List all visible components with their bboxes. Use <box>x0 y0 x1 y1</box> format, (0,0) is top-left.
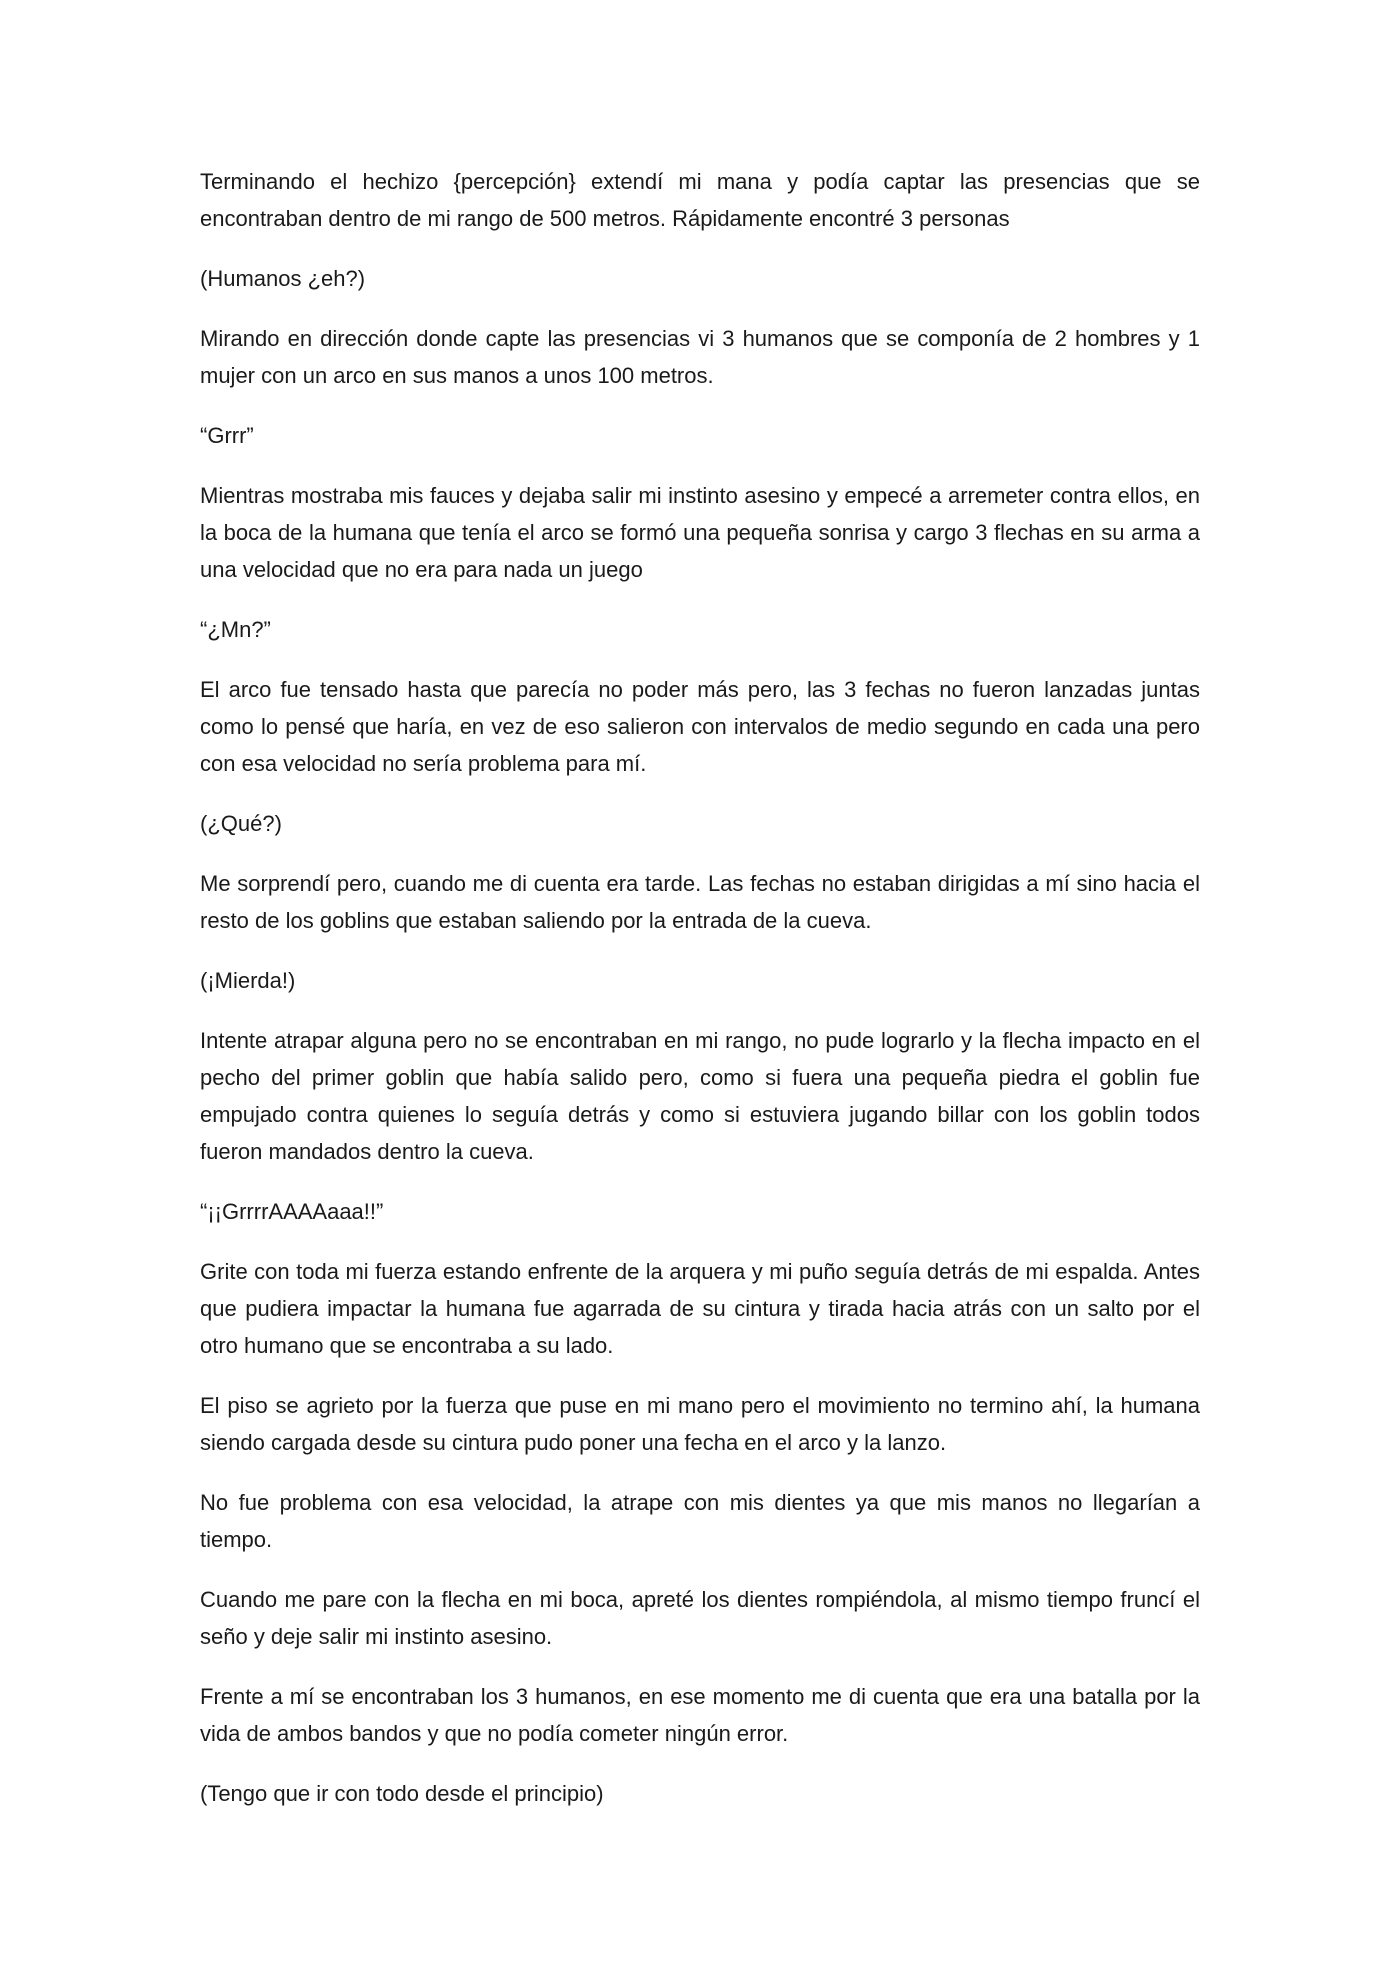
paragraph: El piso se agrieto por la fuerza que puse en mi mano pero el movimiento no termino ahí, la humana siendo cargada desde su cintura pudo poner una fecha en el arco y la lanzo. <box>200 1393 1200 1455</box>
paragraph: (¿Qué?) <box>200 811 282 836</box>
paragraph: “¿Mn?” <box>200 617 271 642</box>
paragraph: El arco fue tensado hasta que parecía no poder más pero, las 3 fechas no fueron lanzadas juntas como lo pensé que haría, en vez de eso salieron con intervalos de medio segundo en cada una pero con esa velocidad no sería problema para mí. <box>200 677 1200 776</box>
paragraph: Grite con toda mi fuerza estando enfrente de la arquera y mi puño seguía detrás de mi espalda. Antes que pudiera impactar la humana fue agarrada de su cintura y tirada hacia atrás con un salto por el otro humano que se encontraba a su lado. <box>200 1259 1200 1358</box>
paragraph: No fue problema con esa velocidad, la atrape con mis dientes ya que mis manos no llegarían a tiempo. <box>200 1490 1200 1552</box>
paragraph: “Grrr” <box>200 423 254 448</box>
paragraph: Frente a mí se encontraban los 3 humanos, en ese momento me di cuenta que era una batalla por la vida de ambos bandos y que no podía cometer ningún error. <box>200 1684 1200 1746</box>
paragraph: (Humanos ¿eh?) <box>200 266 366 291</box>
paragraph: Me sorprendí pero, cuando me di cuenta era tarde. Las fechas no estaban dirigidas a mí sino hacia el resto de los goblins que estaban saliendo por la entrada de la cueva. <box>200 871 1200 933</box>
paragraph: Intente atrapar alguna pero no se encontraban en mi rango, no pude lograrlo y la flecha impacto en el pecho del primer goblin que había salido pero, como si fuera una pequeña piedra el goblin fue empujado contra quienes lo seguía detrás y como si estuviera jugando billar con los goblin todos fueron mandados dentro la cueva. <box>200 1028 1200 1164</box>
paragraph: (¡Mierda!) <box>200 968 296 993</box>
paragraph: Terminando el hechizo {percepción} extendí mi mana y podía captar las presencias que se encontraban dentro de mi rango de 500 metros. Rápidamente encontré 3 personas <box>200 169 1200 231</box>
paragraph: Cuando me pare con la flecha en mi boca, apreté los dientes rompiéndola, al mismo tiempo fruncí el seño y deje salir mi instinto asesino. <box>200 1587 1200 1649</box>
document-page <box>200 163 1200 1835</box>
paragraph: (Tengo que ir con todo desde el principio) <box>200 1781 604 1806</box>
paragraph: “¡¡GrrrrAAAAaaa!!” <box>200 1199 384 1224</box>
paragraph: Mientras mostraba mis fauces y dejaba salir mi instinto asesino y empecé a arremeter contra ellos, en la boca de la humana que tenía el arco se formó una pequeña sonrisa y cargo 3 flechas en su arma a una velocidad que no era para nada un juego <box>200 483 1200 582</box>
paragraph: Mirando en dirección donde capte las presencias vi 3 humanos que se componía de 2 hombres y 1 mujer con un arco en sus manos a unos 100 metros. <box>200 326 1200 388</box>
